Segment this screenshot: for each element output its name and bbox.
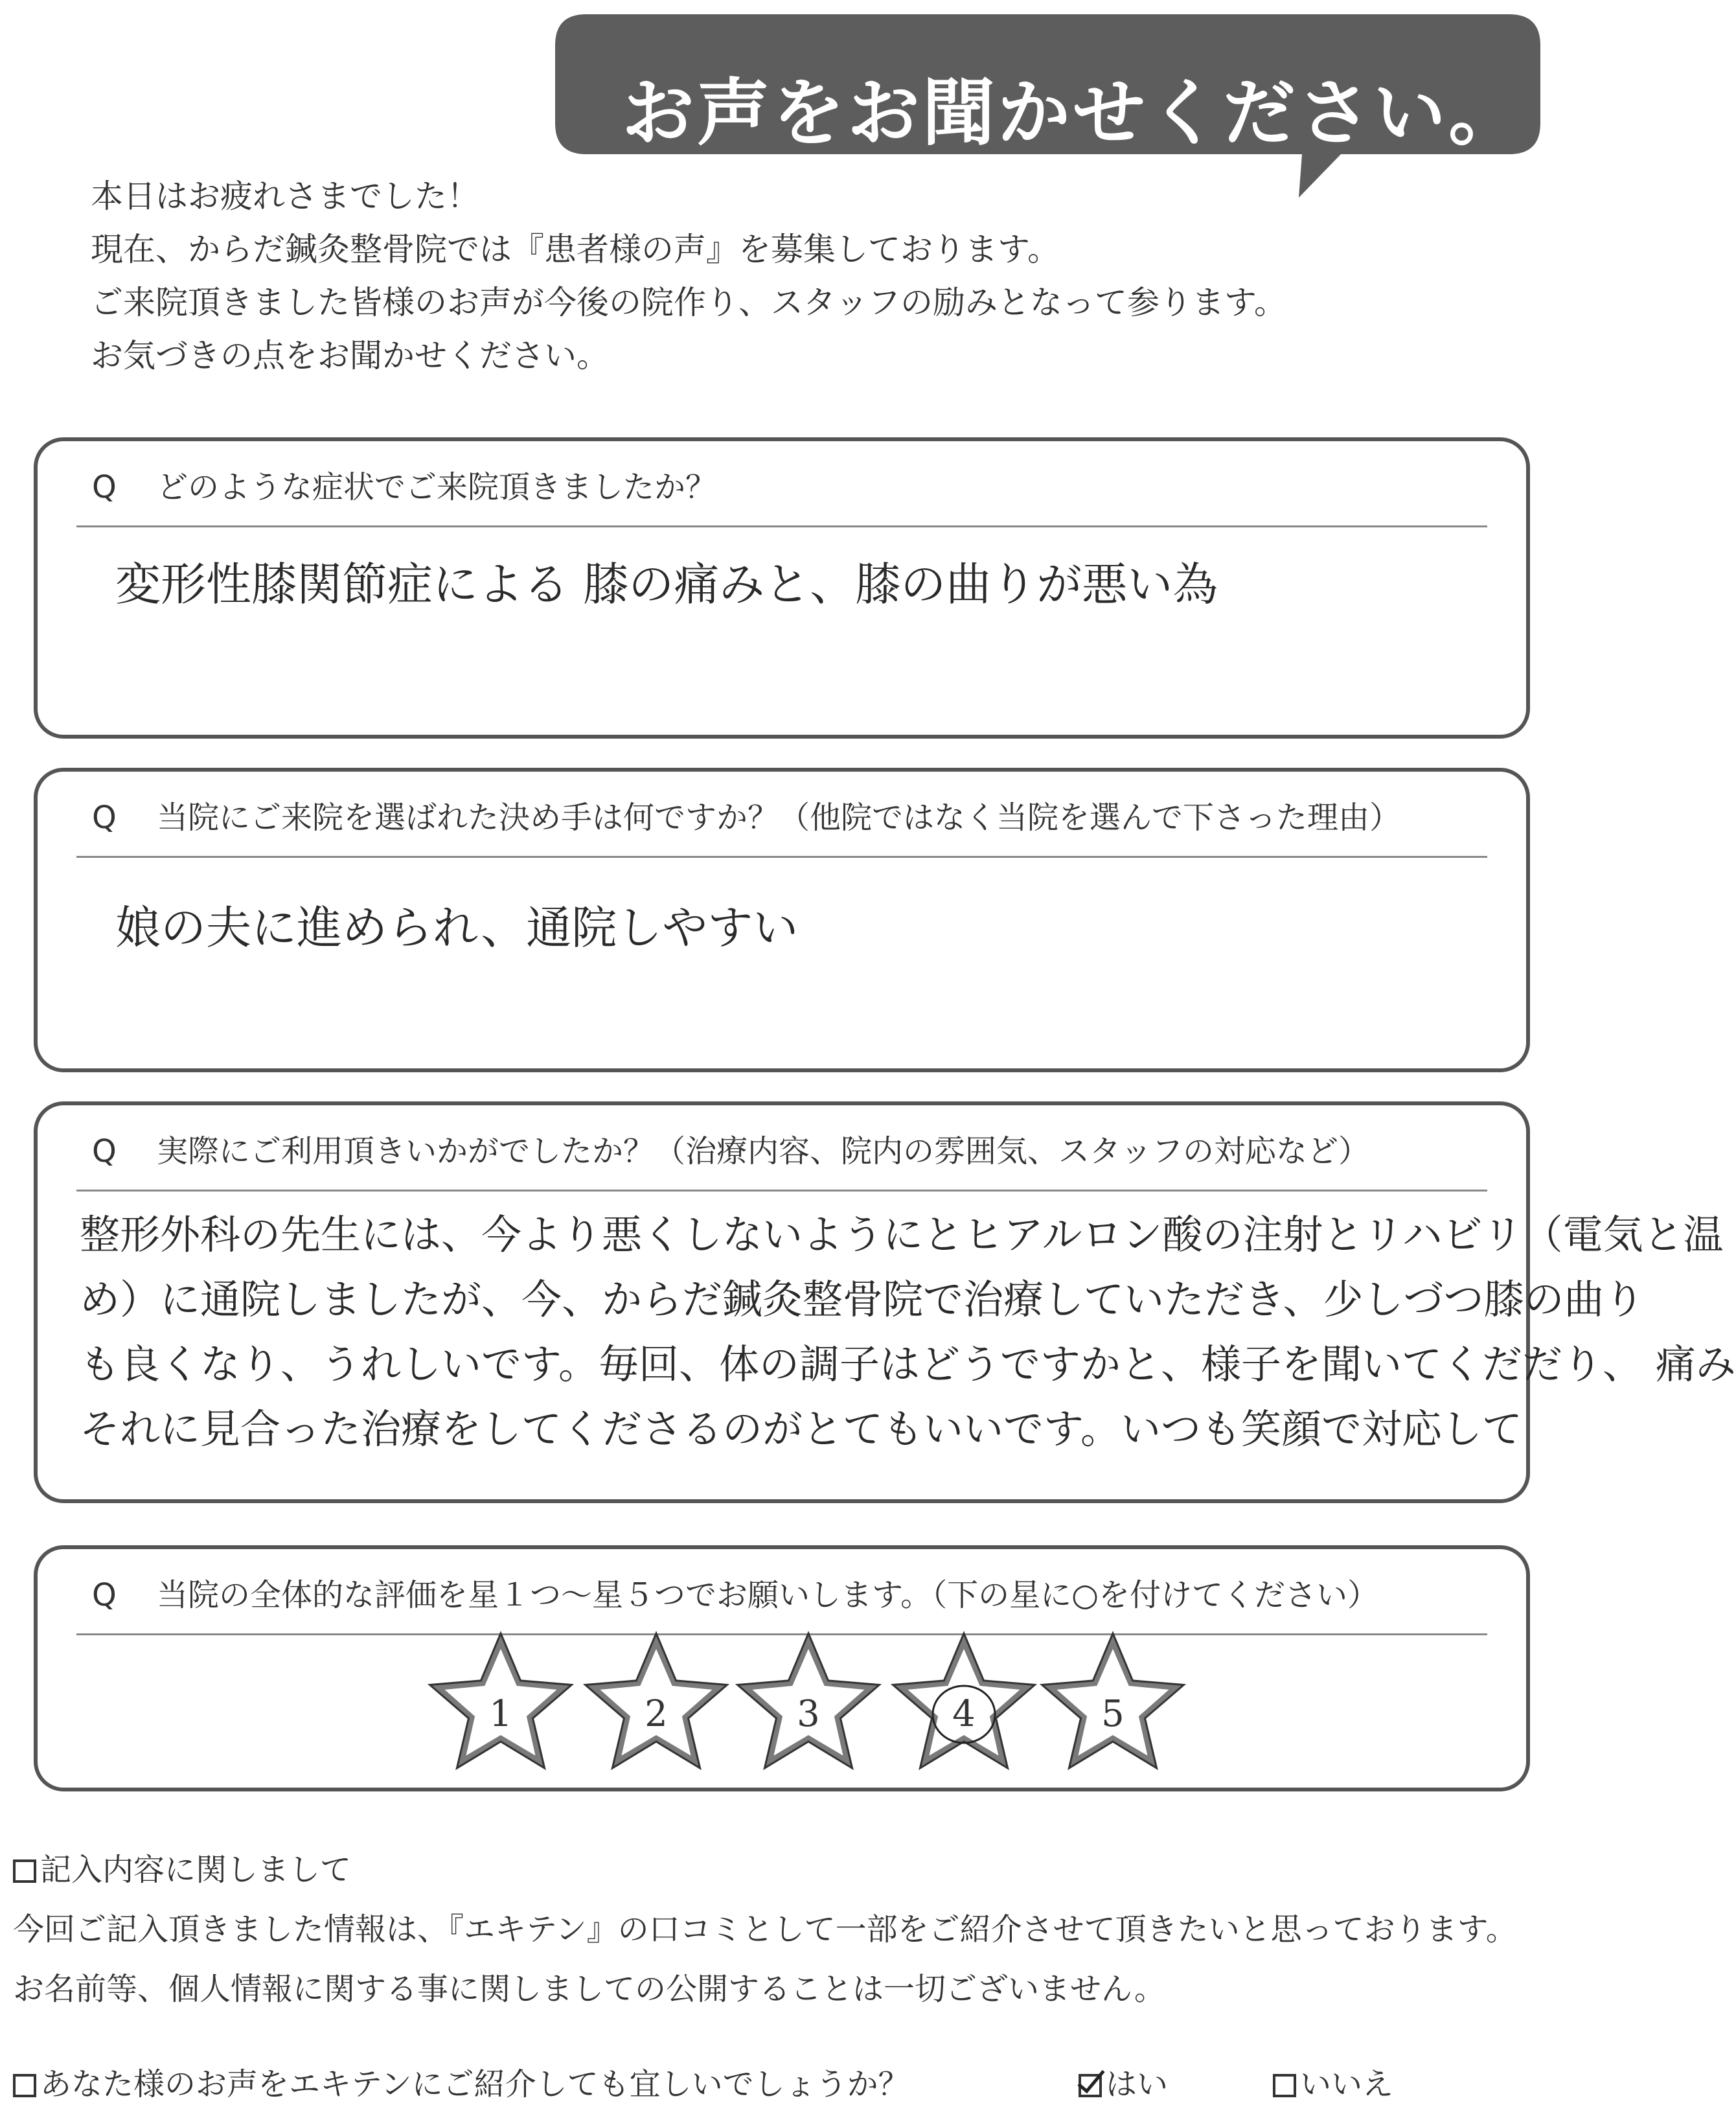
- answer-line: 変形性膝関節症による 膝の痛みと、膝の曲りが悪い為: [115, 558, 1218, 611]
- consent-yes-option[interactable]: [1079, 2059, 1168, 2104]
- answer-line: も良くなり、うれしいです。毎回、体の調子はどうですかと、様子を聞いてくだだり、 痛み: [80, 1341, 1736, 1388]
- checkbox-icon[interactable]: [1273, 2074, 1296, 2097]
- intro-line: 本日はお疲れさまでした！: [91, 178, 479, 215]
- consent-no-option[interactable]: [1273, 2059, 1393, 2104]
- intro-line: お気づきの点をお聞かせください。: [91, 337, 609, 374]
- question-box-symptoms: [34, 437, 1530, 739]
- notice-heading-text: 記入内容に関しまして: [40, 1852, 352, 1888]
- question-box-experience: [34, 1101, 1736, 1503]
- answer-line: め）に通院しましたが、今、からだ鍼灸整骨院で治療していただき、少しづつ膝の曲り: [80, 1276, 1645, 1323]
- notice-section: [13, 1840, 1517, 2019]
- star-label: 5: [1101, 1693, 1125, 1735]
- divider: [76, 1190, 1487, 1191]
- intro-line: 現在、からだ鍼灸整骨院では『患者様の声』を募集しております。: [91, 231, 1060, 268]
- handwritten-answer: [115, 892, 1494, 964]
- question-marker: Q: [92, 1577, 117, 1613]
- consent-question: [13, 2059, 909, 2104]
- question-text: 当院にご来院を選ばれた決め手は何ですか？（他院ではなく当院を選んで下さった理由）: [157, 800, 1401, 836]
- square-bullet-icon: [13, 2074, 36, 2097]
- intro-line: ご来院頂きました皆様のお声が今後の院作り、スタッフの励みとなって参ります。: [91, 284, 1286, 321]
- divider: [76, 525, 1487, 527]
- star-label: 4: [952, 1693, 976, 1735]
- star-label: 3: [797, 1693, 820, 1735]
- square-bullet-icon: [13, 1859, 36, 1883]
- star-label: 2: [645, 1693, 668, 1735]
- answer-line: 娘の夫に進められ、通院しやすい: [115, 901, 799, 954]
- notice-heading: [13, 1840, 1517, 1900]
- divider: [76, 856, 1487, 858]
- question-text: どのような症状でご来院頂きましたか？: [157, 469, 717, 505]
- intro-text: [91, 170, 1286, 382]
- notice-line: お名前等、個人情報に関する事に関しましての公開することは一切ございません。: [13, 1971, 1165, 2007]
- consent-yes-label: はい: [1106, 2066, 1169, 2102]
- consent-question-text: あなた様のお声をエキテンにご紹介しても宜しいでしょうか？: [40, 2066, 909, 2102]
- question-title: [92, 462, 716, 507]
- question-marker: Q: [92, 1133, 117, 1169]
- question-text: 当院の全体的な評価を星１つ～星５つでお願いします。（下の星に○を付けてください）: [157, 1577, 1379, 1613]
- handwritten-answer: [115, 548, 1494, 621]
- star-label: 1: [489, 1693, 512, 1735]
- page-title: お声をお聞かせください。: [622, 71, 1524, 155]
- question-marker: Q: [92, 469, 117, 505]
- answer-line: 整形外科の先生には、今より悪くしないようにとヒアルロン酸の注射とリハビリ（電気と温: [80, 1211, 1724, 1258]
- question-box-reason: [34, 768, 1530, 1072]
- question-text: 実際にご利用頂きいかがでしたか？（治療内容、院内の雰囲気、スタッフの対応など）: [157, 1133, 1370, 1169]
- question-title: [92, 1126, 1369, 1171]
- consent-no-label: いいえ: [1300, 2066, 1394, 2102]
- question-marker: Q: [92, 800, 117, 836]
- notice-line: 今回ご記入頂きました情報は、『エキテン』の口コミとして一部をご紹介させて頂きたいと思っております。: [13, 1911, 1517, 1948]
- star-rating: [38, 1549, 1527, 1789]
- answer-line: それに見合った治療をしてくださるのがとてもいいです。いつも笑顔で対応して: [80, 1405, 1523, 1453]
- handwritten-answer: [80, 1203, 1736, 1462]
- checkbox-checked-icon[interactable]: [1079, 2074, 1102, 2097]
- question-box-rating: [34, 1545, 1530, 1791]
- question-title: [92, 792, 1400, 837]
